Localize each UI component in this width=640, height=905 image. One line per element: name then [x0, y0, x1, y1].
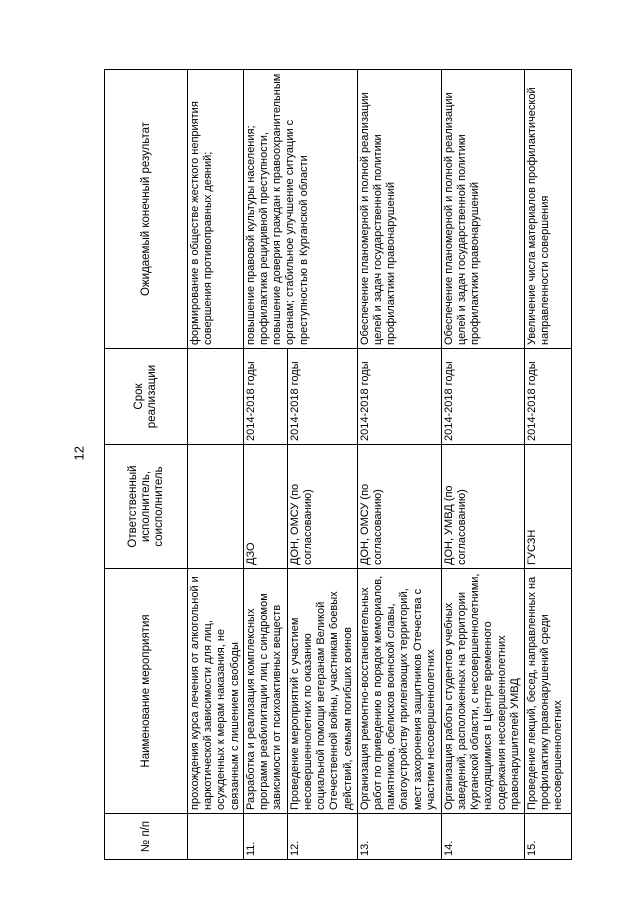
- row-executor: [188, 445, 244, 569]
- header-result: Ожидаемый конечный результат: [105, 70, 188, 349]
- row-term: [188, 349, 244, 445]
- row-name: Разработка и реализация комплексных программ реабилитации лиц с синдромом зависимости от психоактивных веществ: [243, 569, 287, 814]
- row-name: Проведение лекций, бесед, направленных на профилактику правонарушений среди несовершеннолетних: [524, 569, 571, 814]
- row-executor: ГУСЗН: [524, 445, 571, 569]
- table-header-row: [105, 70, 188, 860]
- rotated-table-container: [104, 70, 572, 860]
- header-executor: Ответственный исполнитель, соисполнитель: [105, 445, 188, 569]
- row-term: 2014-2018 годы: [287, 349, 357, 445]
- table-row: [357, 70, 441, 860]
- header-name: Наименование мероприятия: [105, 569, 188, 814]
- row-result: Обеспечение планомерной и полной реализации целей и задач государственной политики профилактики правонарушений: [357, 70, 441, 349]
- row-num: 13.: [357, 814, 441, 860]
- row-name: Организация ремонтно-восстановительных работ по приведению в порядок мемориалов, памятников, обелисков воинской славы, благоустройству прилегающих территорий, мест захоронения защитников Отечества с участием несовершеннолетних: [357, 569, 441, 814]
- row-name: Организация работы студентов учебных заведений, расположенных на территории Курганской области, с несовершеннолетними, находящимися в Центре временного содержания несовершеннолетних правонарушителей УМВД: [441, 569, 524, 814]
- table-row: [243, 70, 287, 860]
- row-result: повышение правовой культуры населения; профилактика рецидивной преступности, повышение доверия граждан к правоохранительным органам; стабильное улучшение ситуации с преступностью в Курганской области: [243, 70, 357, 349]
- row-term: 2014-2018 годы: [524, 349, 571, 445]
- row-result: формирование в обществе жесткого неприятия совершения противоправных деяний;: [188, 70, 244, 349]
- table-row: [524, 70, 571, 860]
- row-num: 15.: [524, 814, 571, 860]
- row-name: прохождения курса лечения от алкогольной и наркотической зависимости для лиц, осужденных к мерам наказания, не связанным с лишением свободы: [188, 569, 244, 814]
- row-num: 11.: [243, 814, 287, 860]
- table-row: [188, 70, 244, 860]
- row-result: Обеспечение планомерной и полной реализации целей и задач государственной политики профилактики правонарушений: [441, 70, 524, 349]
- row-term: 2014-2018 годы: [441, 349, 524, 445]
- header-term: Срок реализации: [105, 349, 188, 445]
- row-executor: ДОН, ОМСУ (по согласованию): [287, 445, 357, 569]
- header-num: № п/п: [105, 814, 188, 860]
- measures-table: [104, 69, 572, 860]
- row-executor: ДОН, ОМСУ (по согласованию): [357, 445, 441, 569]
- row-num: [188, 814, 244, 860]
- row-num: 14.: [441, 814, 524, 860]
- row-num: 12.: [287, 814, 357, 860]
- row-executor: ДЗО: [243, 445, 287, 569]
- table-row: [441, 70, 524, 860]
- row-result: Увеличение числа материалов профилактической направленности совершения: [524, 70, 571, 349]
- row-executor: ДОН, УМВД (по согласованию): [441, 445, 524, 569]
- row-term: 2014-2018 годы: [243, 349, 287, 445]
- row-term: 2014-2018 годы: [357, 349, 441, 445]
- row-name: Проведение мероприятий с участием несовершеннолетних по оказанию социальной помощи ветеранам Великой Отечественной войны, участникам боевых действий, семьям погибших воинов: [287, 569, 357, 814]
- page-number: 12: [71, 446, 87, 461]
